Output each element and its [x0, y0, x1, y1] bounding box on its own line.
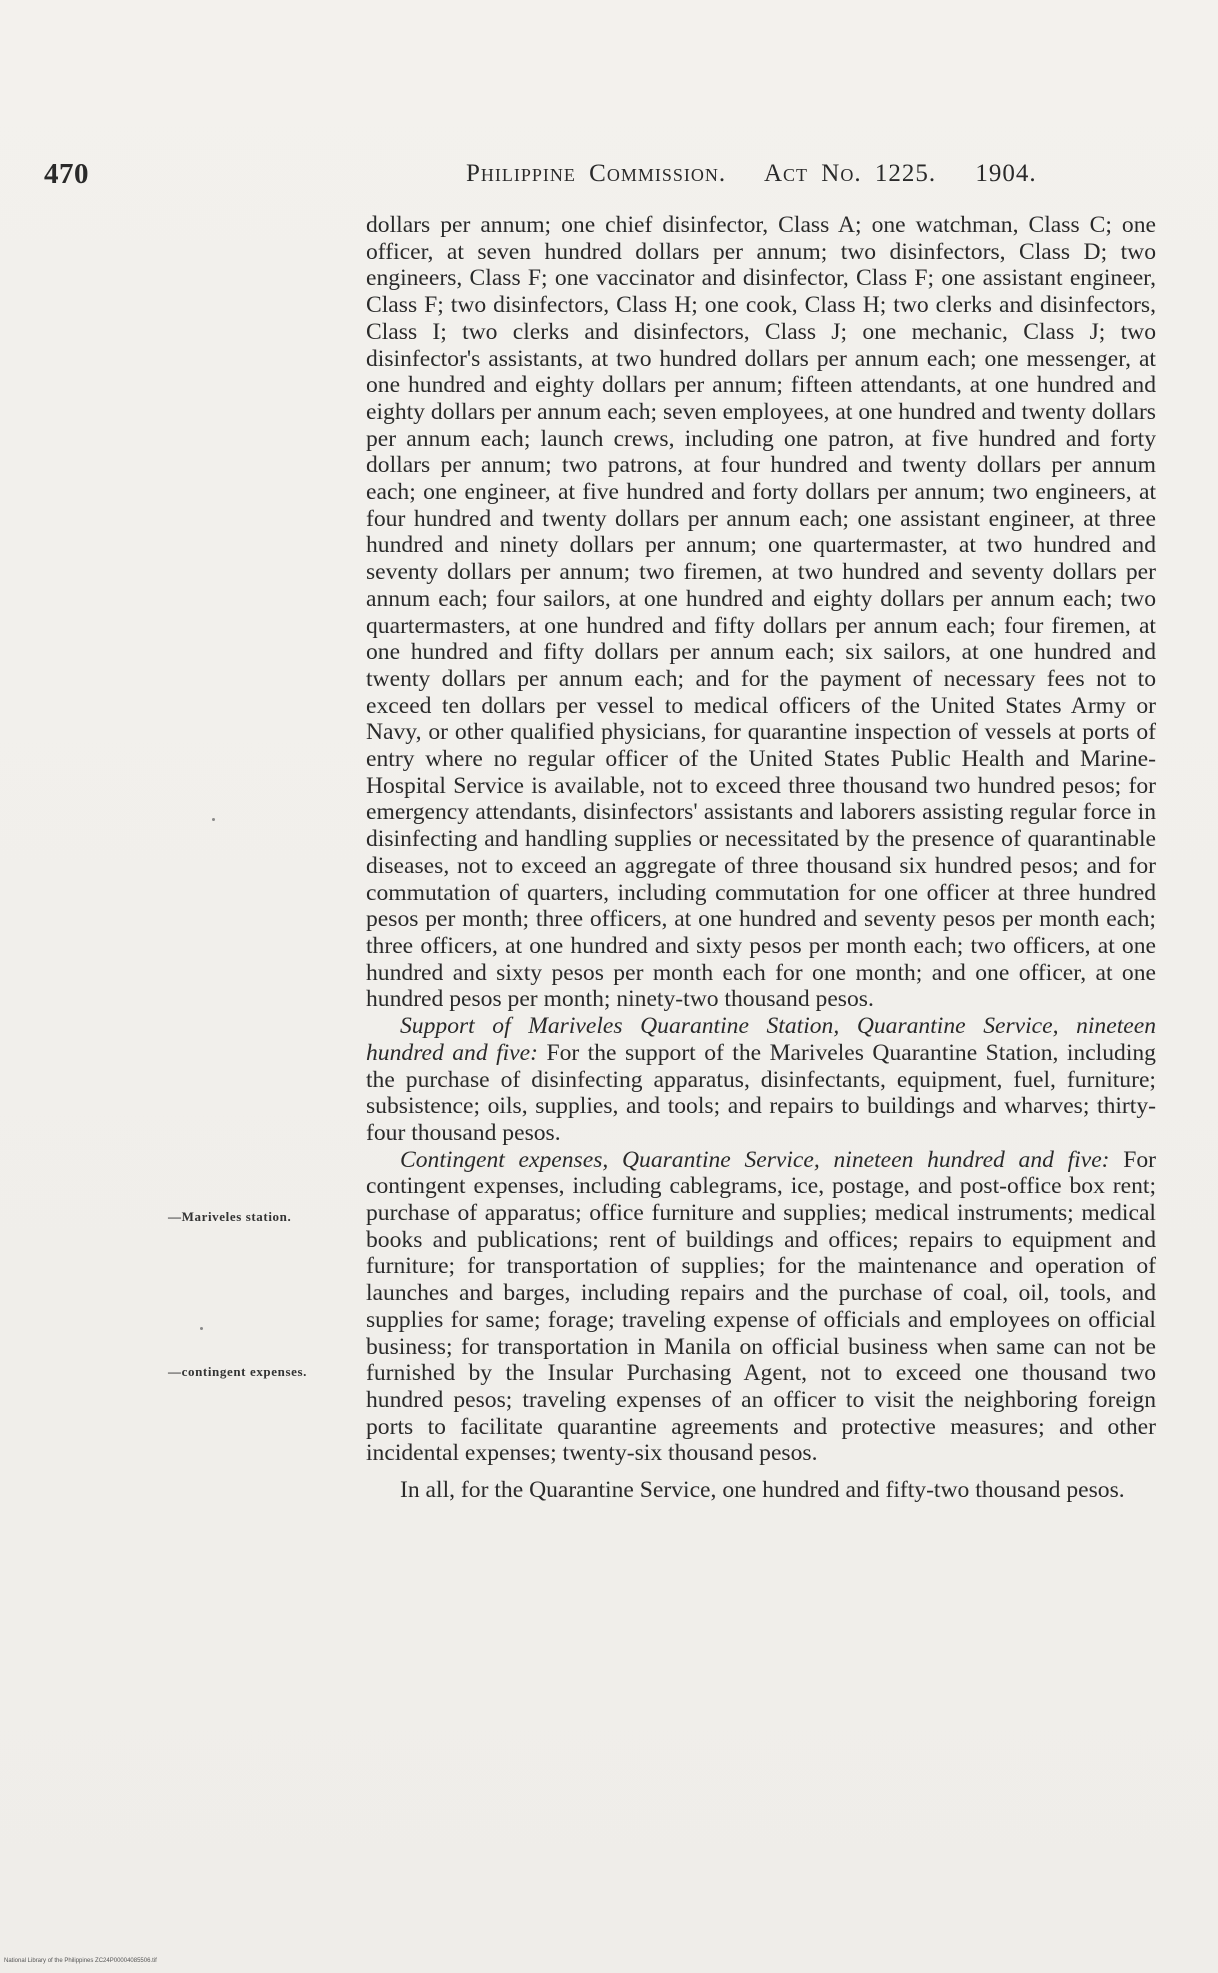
- paragraph-appropriations: dollars per annum; one chief disinfector, Class A; one watchman, Class C; one officer, at seven hundred dollars per annum; two disinfectors, Class D; two engineers, Class F; one vaccinator and disinfector, Class F; one assistant engineer, Class F; two disinfectors, Class H; one cook, Class H; two clerks and disinfectors, Class I; two clerks and disinfectors, Class J; one mechanic, Class J; two disinfector's assistants, at two hundred dollars per annum each; one messenger, at one hundred and eighty dollars per annum; fifteen attendants, at one hundred and eighty dollars per annum each; seven employees, at one hundred and twenty dollars per annum each; launch crews, including one patron, at five hundred and forty dollars per annum; two patrons, at four hundred and twenty dollars per annum each; one engineer, at five hundred and forty dollars per annum; two engineers, at four hundred and twenty dollars per annum each; one assistant engineer, at three hundred and ninety dollars per annum; one quartermaster, at two hundred and seventy dollars per annum; two firemen, at two hundred and seventy dollars per annum each; four sailors, at one hundred and eighty dollars per annum each; two quartermasters, at one hundred and fifty dollars per annum each; four firemen, at one hundred and fifty dollars per annum each; six sailors, at one hundred and twenty dollars per annum each; and for the payment of necessary fees not to exceed ten dollars per vessel to medical officers of the United States Army or Navy, or other qualified physicians, for quarantine inspection of vessels at ports of entry where no regular officer of the United States Public Health and Marine-Hospital Service is available, not to exceed three thousand two hundred pesos; for emergency attendants, disinfectors' assistants and laborers assisting regular force in disinfecting and handling supplies or necessitated by the presence of quarantinable diseases, not to exceed an aggregate of three thousand six hundred pesos; and for commutation of quarters, including commutation for one officer at three hundred pesos per month; three officers, at one hundred and seventy pesos per month each; three officers, at one hundred and sixty pesos per month each; two officers, at one hundred and sixty pesos per month each for one month; and one officer, at one hundred pesos per month; ninety-two thousand pesos.: [366, 212, 1156, 1013]
- running-head: [466, 160, 1037, 188]
- scan-speck: [200, 1327, 203, 1330]
- paragraph-total: In all, for the Quarantine Service, one hundred and fifty-two thousand pesos.: [400, 1477, 1125, 1504]
- running-head-act: Act No. 1225.: [763, 160, 937, 187]
- paragraph-mariveles: [366, 1013, 1156, 1147]
- page-number: 470: [44, 158, 89, 190]
- mariveles-heading: Support of Mariveles Quarantine Station, Quarantine Service, nineteen hundred and five:: [366, 1013, 1156, 1066]
- margin-note-mariveles: —Mariveles station.: [168, 1209, 292, 1224]
- scan-credit: National Library of the Philippines ZC24P00004085506.tif: [4, 1958, 157, 1964]
- running-head-year: 1904.: [975, 160, 1037, 187]
- running-head-title: Philippine Commission.: [466, 160, 727, 187]
- margin-note-contingent: —contingent expenses.: [168, 1364, 307, 1379]
- body-text: [366, 212, 1156, 1504]
- contingent-text: For contingent expenses, including cablegrams, ice, postage, and post-office box rent; purchase of apparatus; office furniture and supplies; medical instruments; medical books and publications; rent of buildings and offices; repairs to equipment and furniture; for transportation of supplies; for the maintenance and operation of launches and barges, including repairs and the purchase of coal, oil, tools, and supplies for same; forage; traveling expense of officials and employees on official business; for transportation in Manila on official business when same can not be furnished by the Insular Purchasing Agent, not to exceed one thousand two hundred pesos; traveling expenses of an officer to visit the neighboring foreign ports to facilitate quarantine agreements and protective measures; and other incidental expenses; twenty-six thousand pesos.: [366, 1146, 1156, 1467]
- mariveles-text: For the support of the Mariveles Quarantine Station, including the purchase of disinfecting apparatus, disinfectants, equipment, fuel, furniture; subsistence; oils, supplies, and tools; and repairs to buildings and wharves; thirty-four thousand pesos.: [366, 1039, 1156, 1146]
- paragraph-contingent: [366, 1147, 1156, 1467]
- scan-speck: [212, 818, 215, 821]
- contingent-heading: Contingent expenses, Quarantine Service, nineteen hundred and five:: [400, 1146, 1110, 1173]
